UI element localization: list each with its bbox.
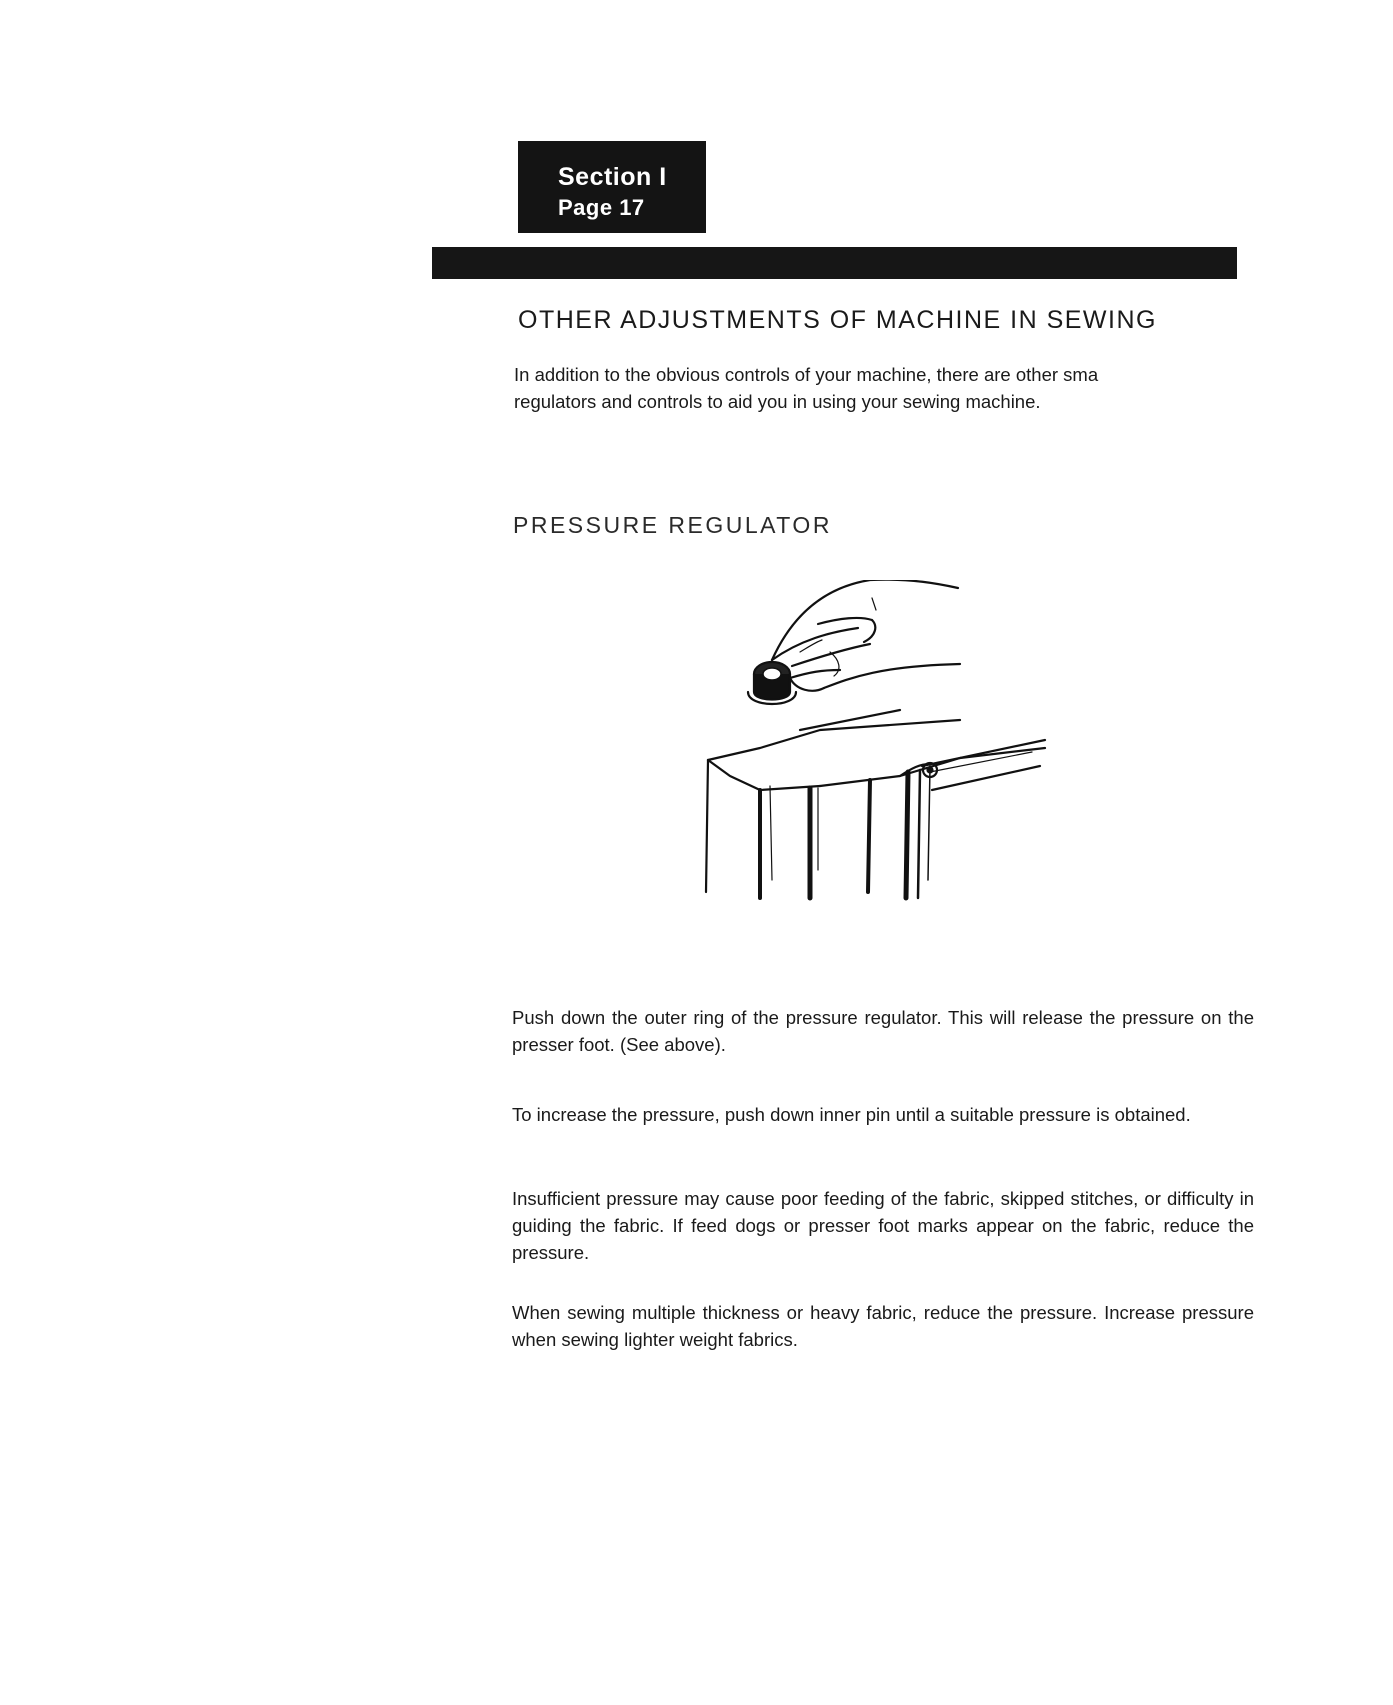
- intro-line-1: In addition to the obvious controls of your machine, there are other sma: [514, 364, 1099, 385]
- intro-paragraph: [514, 361, 1244, 415]
- paragraph-insufficient-pressure: Insufficient pressure may cause poor feeding of the fabric, skipped stitches, or difficulty in guiding the fabric. If feed dogs or presser foot marks appear on the fabric, reduce the pressure.: [512, 1188, 1254, 1263]
- header-bar: [432, 247, 1237, 279]
- paragraph-increase-pressure: To increase the pressure, push down inner pin until a suitable pressure is obtained.: [512, 1104, 1191, 1125]
- hand-pressing-pressure-regulator-illustration: [700, 580, 1060, 905]
- page-heading: OTHER ADJUSTMENTS OF MACHINE IN SEWING: [518, 306, 1157, 334]
- section-subheading: PRESSURE REGULATOR: [513, 512, 832, 538]
- page-label: Page 17: [558, 195, 645, 220]
- paragraph-heavy-fabric: When sewing multiple thickness or heavy fabric, reduce the pressure. Increase pressure when sewing lighter weight fabrics.: [512, 1302, 1254, 1350]
- section-page-tag: [518, 141, 706, 233]
- paragraph-release-pressure: Push down the outer ring of the pressure regulator. This will release the pressure on the presser foot. (See above).: [512, 1007, 1254, 1055]
- intro-line-2: regulators and controls to aid you in using your sewing machine.: [514, 391, 1041, 412]
- section-label: Section I: [558, 163, 667, 191]
